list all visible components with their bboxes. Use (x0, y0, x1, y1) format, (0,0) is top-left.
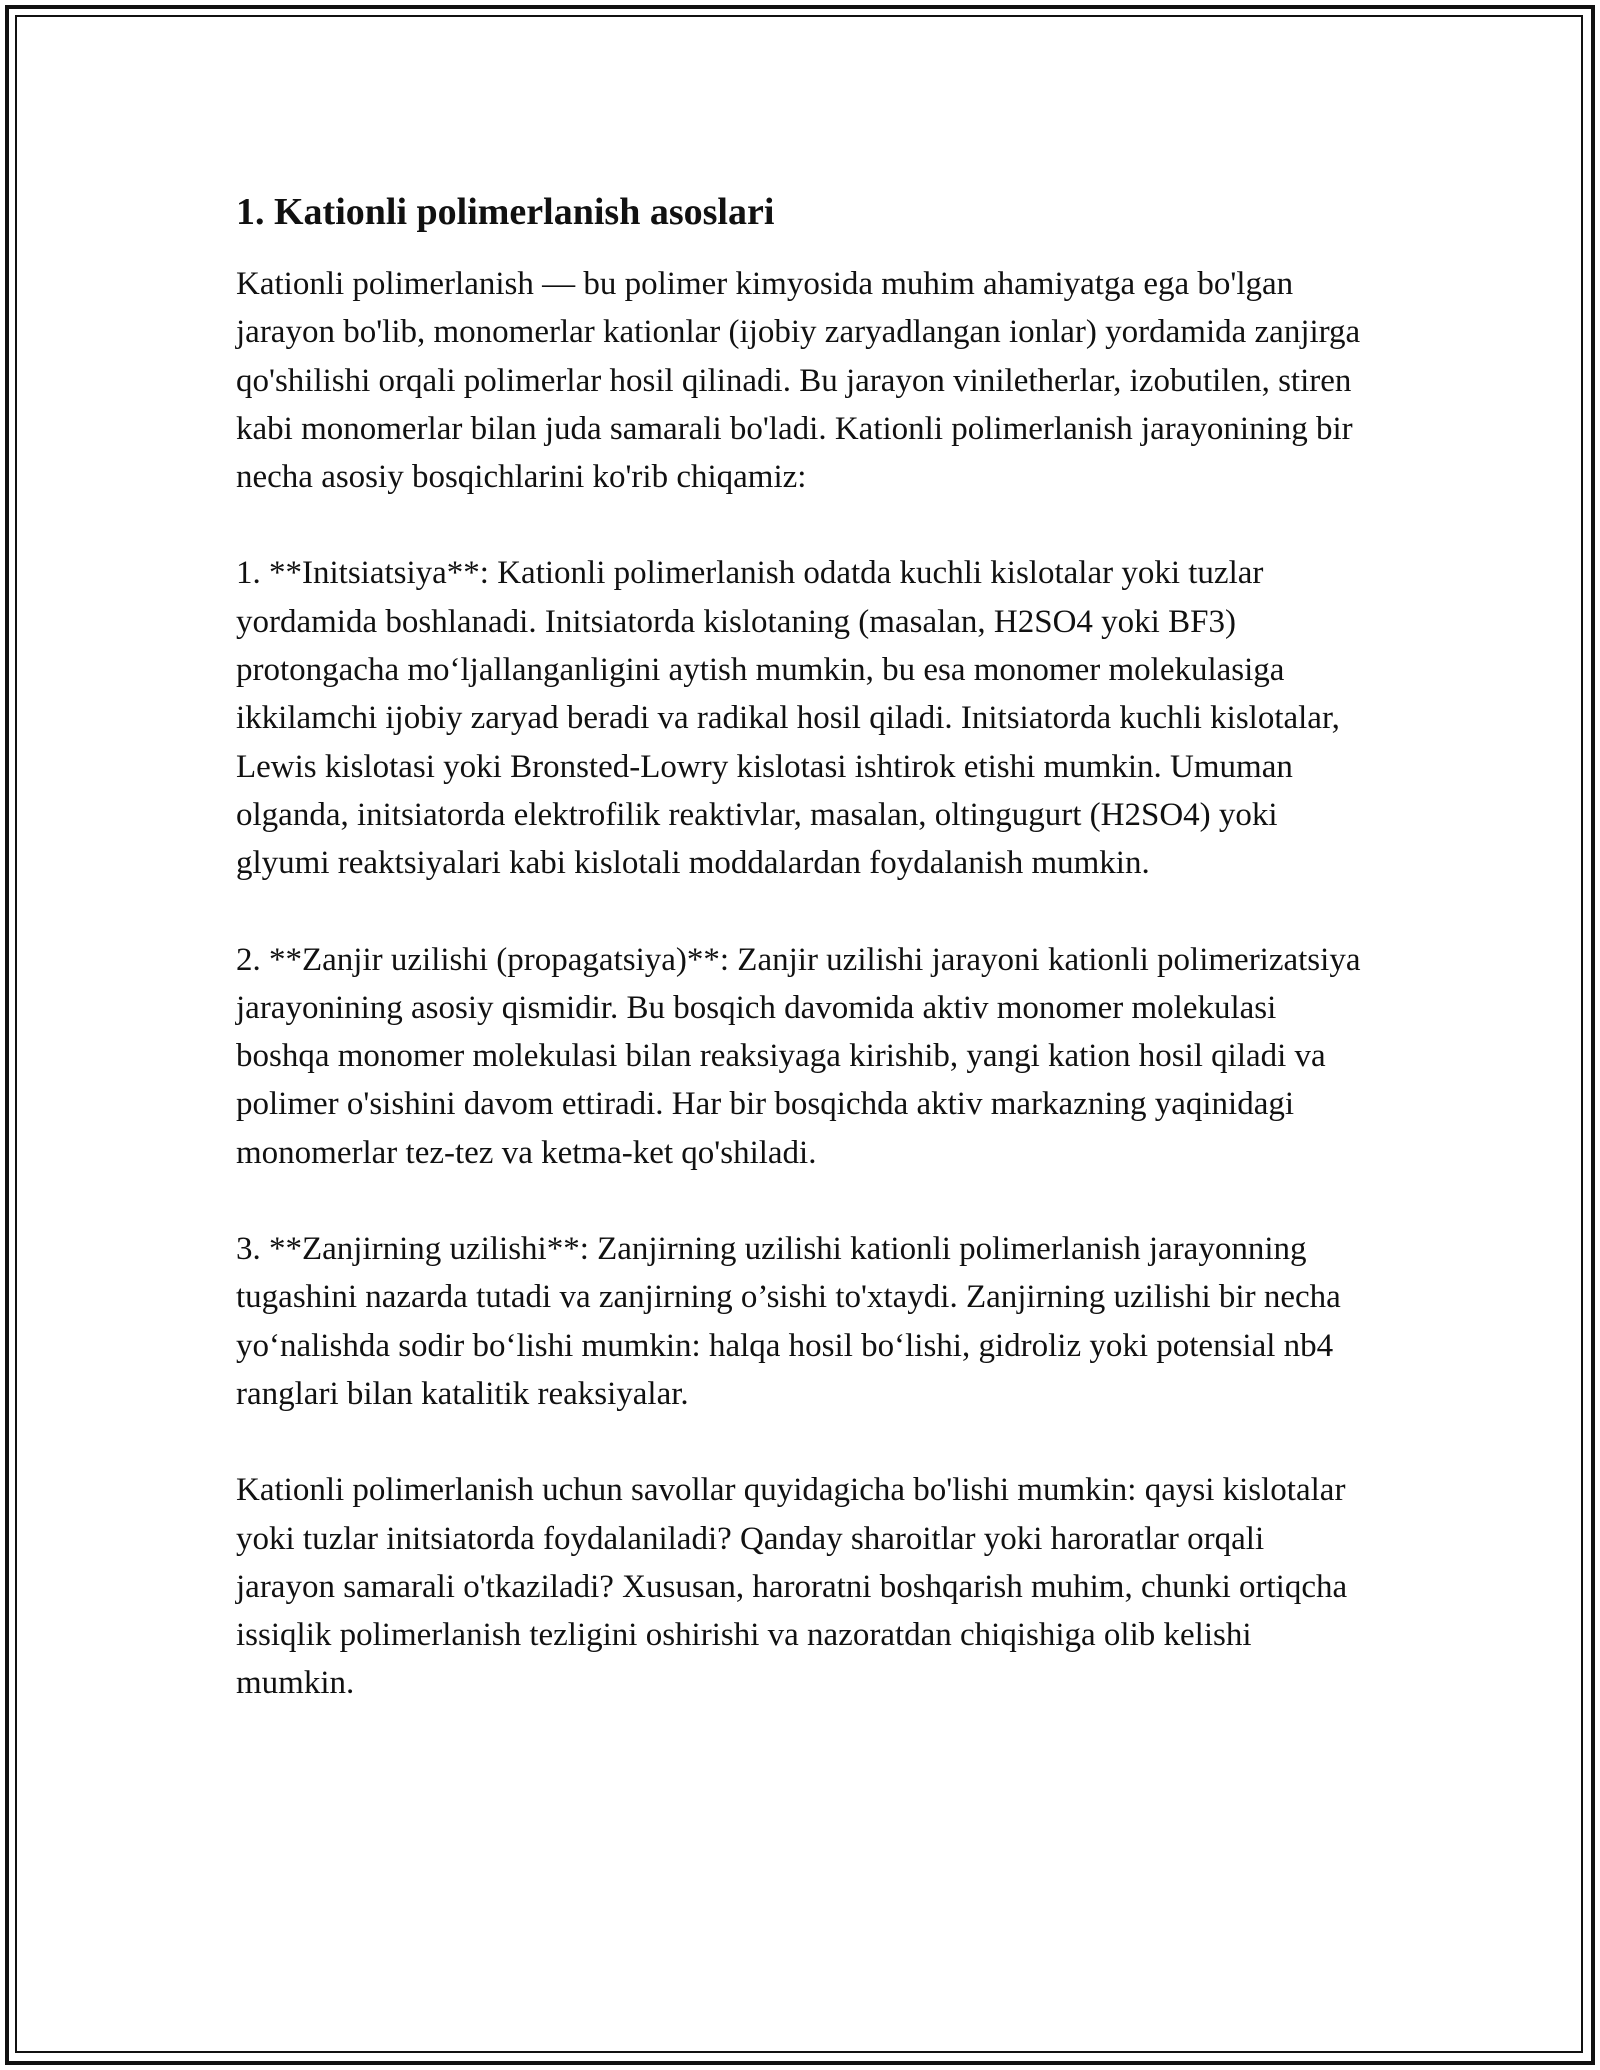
section-heading: 1. Kationli polimerlanish asoslari (236, 191, 775, 233)
termination-paragraph: 3. **Zanjirning uzilishi**: Zanjirning uzilishi kationli polimerlanish jarayonning tugashini nazarda tutadi va zanjirning o’sishi to'xtaydi. Zanjirning uzilishi bir necha yo‘nalishda sodir bo‘lishi mumkin: halqa hosil bo‘lishi, gidroliz yoki potensial nb4 ranglari bilan katalitik reaksiyalar. (236, 1231, 1341, 1412)
questions-paragraph: Kationli polimerlanish uchun savollar quyidagicha bo'lishi mumkin: qaysi kislotalar yoki tuzlar initsiatorda foydalaniladi? Qanday sharoitlar yoki haroratlar orqali jarayon samarali o'tkaziladi? Xususan, haroratni boshqarish muhim, chunki ortiqcha issiqlik polimerlanish tezligini oshirishi va nazoratdan chiqishiga olib kelishi mumkin. (236, 1472, 1348, 1702)
initiation-paragraph: 1. **Initsiatsiya**: Kationli polimerlanish odatda kuchli kislotalar yoki tuzlar yordamida boshlanadi. Initsiatorda kislotaning (masalan, H2SO4 yoki BF3) protongacha mo‘ljallanganligini aytish mumkin, bu esa monomer molekulasiga ikkilamchi ijobiy zaryad beradi va radikal hosil qiladi. Initsiatorda kuchli kislotalar, Lewis kislotasi yoki Bronsted-Lowry kislotasi ishtirok etishi mumkin. Umuman olganda, initsiatorda elektrofilik reaktivlar, masalan, oltingugurt (H2SO4) yoki glyumi reaktsiyalari kabi kislotali moddalardan foydalanish mumkin. (236, 555, 1340, 882)
intro-paragraph: Kationli polimerlanish — bu polimer kimyosida muhim ahamiyatga ega bo'lgan jarayon bo'lib, monomerlar kationlar (ijobiy zaryadlangan ionlar) yordamida zanjirga qo'shilishi orqali polimerlar hosil qilinadi. Bu jarayon viniletherlar, izobutilen, stiren kabi monomerlar bilan juda samarali bo'ladi. Kationli polimerlanish jarayonining bir necha asosiy bosqichlarini ko'rib chiqamiz: (236, 266, 1361, 496)
document-body (236, 186, 1366, 1756)
propagation-paragraph: 2. **Zanjir uzilishi (propagatsiya)**: Zanjir uzilishi jarayoni kationli polimerizatsiya jarayonining asosiy qismidir. Bu bosqich davomida aktiv monomer molekulasi boshqa monomer molekulasi bilan reaksiyaga kirishib, yangi kation hosil qiladi va polimer o'sishini davom ettiradi. Har bir bosqichda aktiv markazning yaqinidagi monomerlar tez-tez va ketma-ket qo'shiladi. (236, 941, 1361, 1171)
